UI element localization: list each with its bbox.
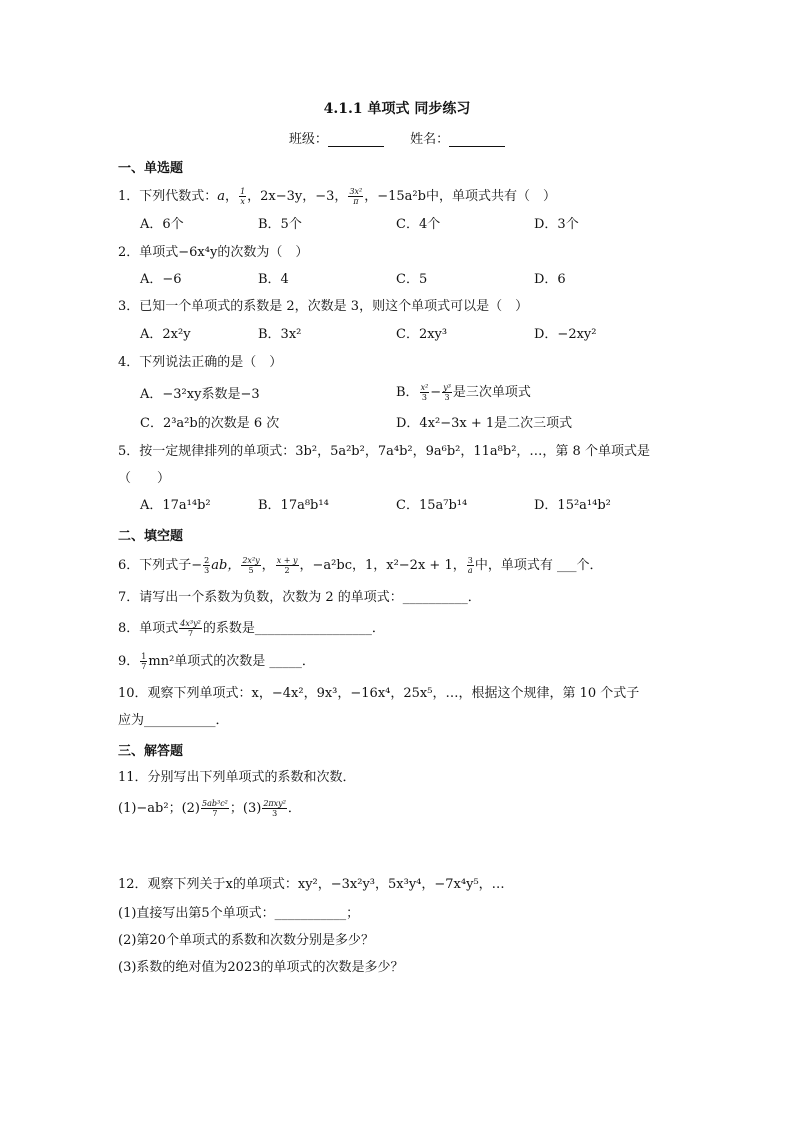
q1-option-b[interactable]: B．5个 [258,217,302,232]
question-11: 11．分别写出下列单项式的系数和次数． [118,770,356,785]
q3-option-a[interactable]: A．2x²y [140,327,191,342]
q5-option-c[interactable]: C．15a⁷b¹⁴ [396,498,468,513]
question-2: 2．单项式−6x⁴y的次数为（ ） [118,245,309,260]
question-1: 1．下列代数式：a， $\frac{1}{x}$ ，2x−3y，−3， $\frac{\text{3x²}}{\pi}$ ，−15a²b中，单项式共有（ ） [118,187,556,206]
question-12: 12．观察下列关于x的单项式：xy²，−3x²y³，5x³y⁴，−7x⁴y⁵，… [118,877,505,892]
question-8: 8．单项式 $\frac{\text{4x³y²}}{7}$ 的系数是__________________． [118,619,385,638]
class-label: 班级： [288,132,328,147]
q5-option-a[interactable]: A．17a¹⁴b² [140,498,211,513]
fraction: $\frac{\text{2x²y}}{5}$ [242,556,260,575]
fraction: $\frac{\text{3x²}}{\pi}$ [349,187,363,206]
q1-option-a[interactable]: A．6个 [140,217,184,232]
q4-option-a[interactable]: A．−3²xy系数是−3 [140,387,260,402]
section-heading-1: 一、单选题 [118,161,184,176]
q4-option-d[interactable]: D．4x²−3x + 1是二次三项式 [396,416,573,431]
name-field[interactable] [449,132,505,147]
fraction: $\frac{\text{5ab³c²}}{7}$ [202,799,228,818]
fraction: 2πxy² 3 [263,799,286,818]
section-heading-3: 三、解答题 [118,744,184,759]
question-12-sub3: (3)系数的绝对值为2023的单项式的次数是多少？ [118,960,404,975]
question-12-sub1[interactable]: (1)直接写出第5个单项式：___________； [118,906,360,921]
fraction: $\frac{1}{x}$ [240,187,246,206]
q5-option-b[interactable]: B．17a⁸b¹⁴ [258,498,329,513]
q5-option-d[interactable]: D．15²a¹⁴b² [534,498,611,513]
q1-option-c[interactable]: C．4个 [396,217,441,232]
q2-option-d[interactable]: D．6 [534,272,566,287]
q3-option-d[interactable]: D．−2xy² [534,327,597,342]
q4-option-c[interactable]: C．2³a²b的次数是 6 次 [140,416,280,431]
question-12-sub2: (2)第20个单项式的系数和次数分别是多少？ [118,933,374,948]
question-6: 6．下列式子− $\frac{2}{3}$ ab， $\frac{\text{2x²y}}{5}$ ， $\frac{x + y}{2}$ ，−a²bc，1，x²−2x + 1， $\frac{3}{a}$ 中，单项式有 ___个． [118,556,603,575]
fraction: $\frac{2}{3}$ [204,556,210,575]
q1-option-d[interactable]: D．3个 [534,217,579,232]
q3-option-b[interactable]: B．3x² [258,327,302,342]
question-5-line1: 5．按一定规律排列的单项式：3b²，5a²b²，7a⁴b²，9a⁶b²，11a⁸b²，…，第 8 个单项式是 [118,444,650,459]
fraction: $\frac{1}{7}$ [141,652,147,671]
class-field[interactable] [328,132,384,147]
question-11-items: (1)−ab²；(2) $\frac{\text{5ab³c²}}{7}$ ；(3) 2πxy² 3 ． [118,799,301,818]
fraction: $\frac{x + y}{2}$ [276,556,298,575]
fraction: $\frac{\text{4x³y²}}{7}$ [180,619,201,638]
q3-option-c[interactable]: C．2xy³ [396,327,448,342]
question-9: 9． $\frac{1}{7}$ mn²单项式的次数是 _____． [118,652,315,671]
q2-option-c[interactable]: C．5 [396,272,428,287]
question-4: 4．下列说法正确的是（ ） [118,355,283,370]
question-10-line2[interactable]: 应为___________． [118,713,229,728]
fraction: $\frac{\text{y³}}{3}$ [443,383,451,402]
question-3: 3．已知一个单项式的系数是 2，次数是 3，则这个单项式可以是（ ） [118,299,529,314]
q4-option-b[interactable]: B． $\frac{\text{x²}}{3}$ − $\frac{\text{y³}}{3}$ 是三次单项式 [396,383,531,402]
student-info [0,128,794,147]
fraction: $\frac{3}{a}$ [467,556,473,575]
question-5-line2: （ ） [118,471,171,486]
q2-option-a[interactable]: A．−6 [140,272,182,287]
name-label: 姓名： [410,132,450,147]
question-7[interactable]: 7．请写出一个系数为负数，次数为 2 的单项式：__________． [118,590,481,605]
fraction: $\frac{\text{x²}}{3}$ [420,383,429,402]
page-title: 4.1.1 单项式 同步练习 [323,101,471,117]
section-heading-2: 二、填空题 [118,529,184,544]
question-10-line1: 10．观察下列单项式：x，−4x²，9x³，−16x⁴，25x⁵，…，根据这个规律，第 10 个式子 [118,686,640,701]
q2-option-b[interactable]: B．4 [258,272,289,287]
